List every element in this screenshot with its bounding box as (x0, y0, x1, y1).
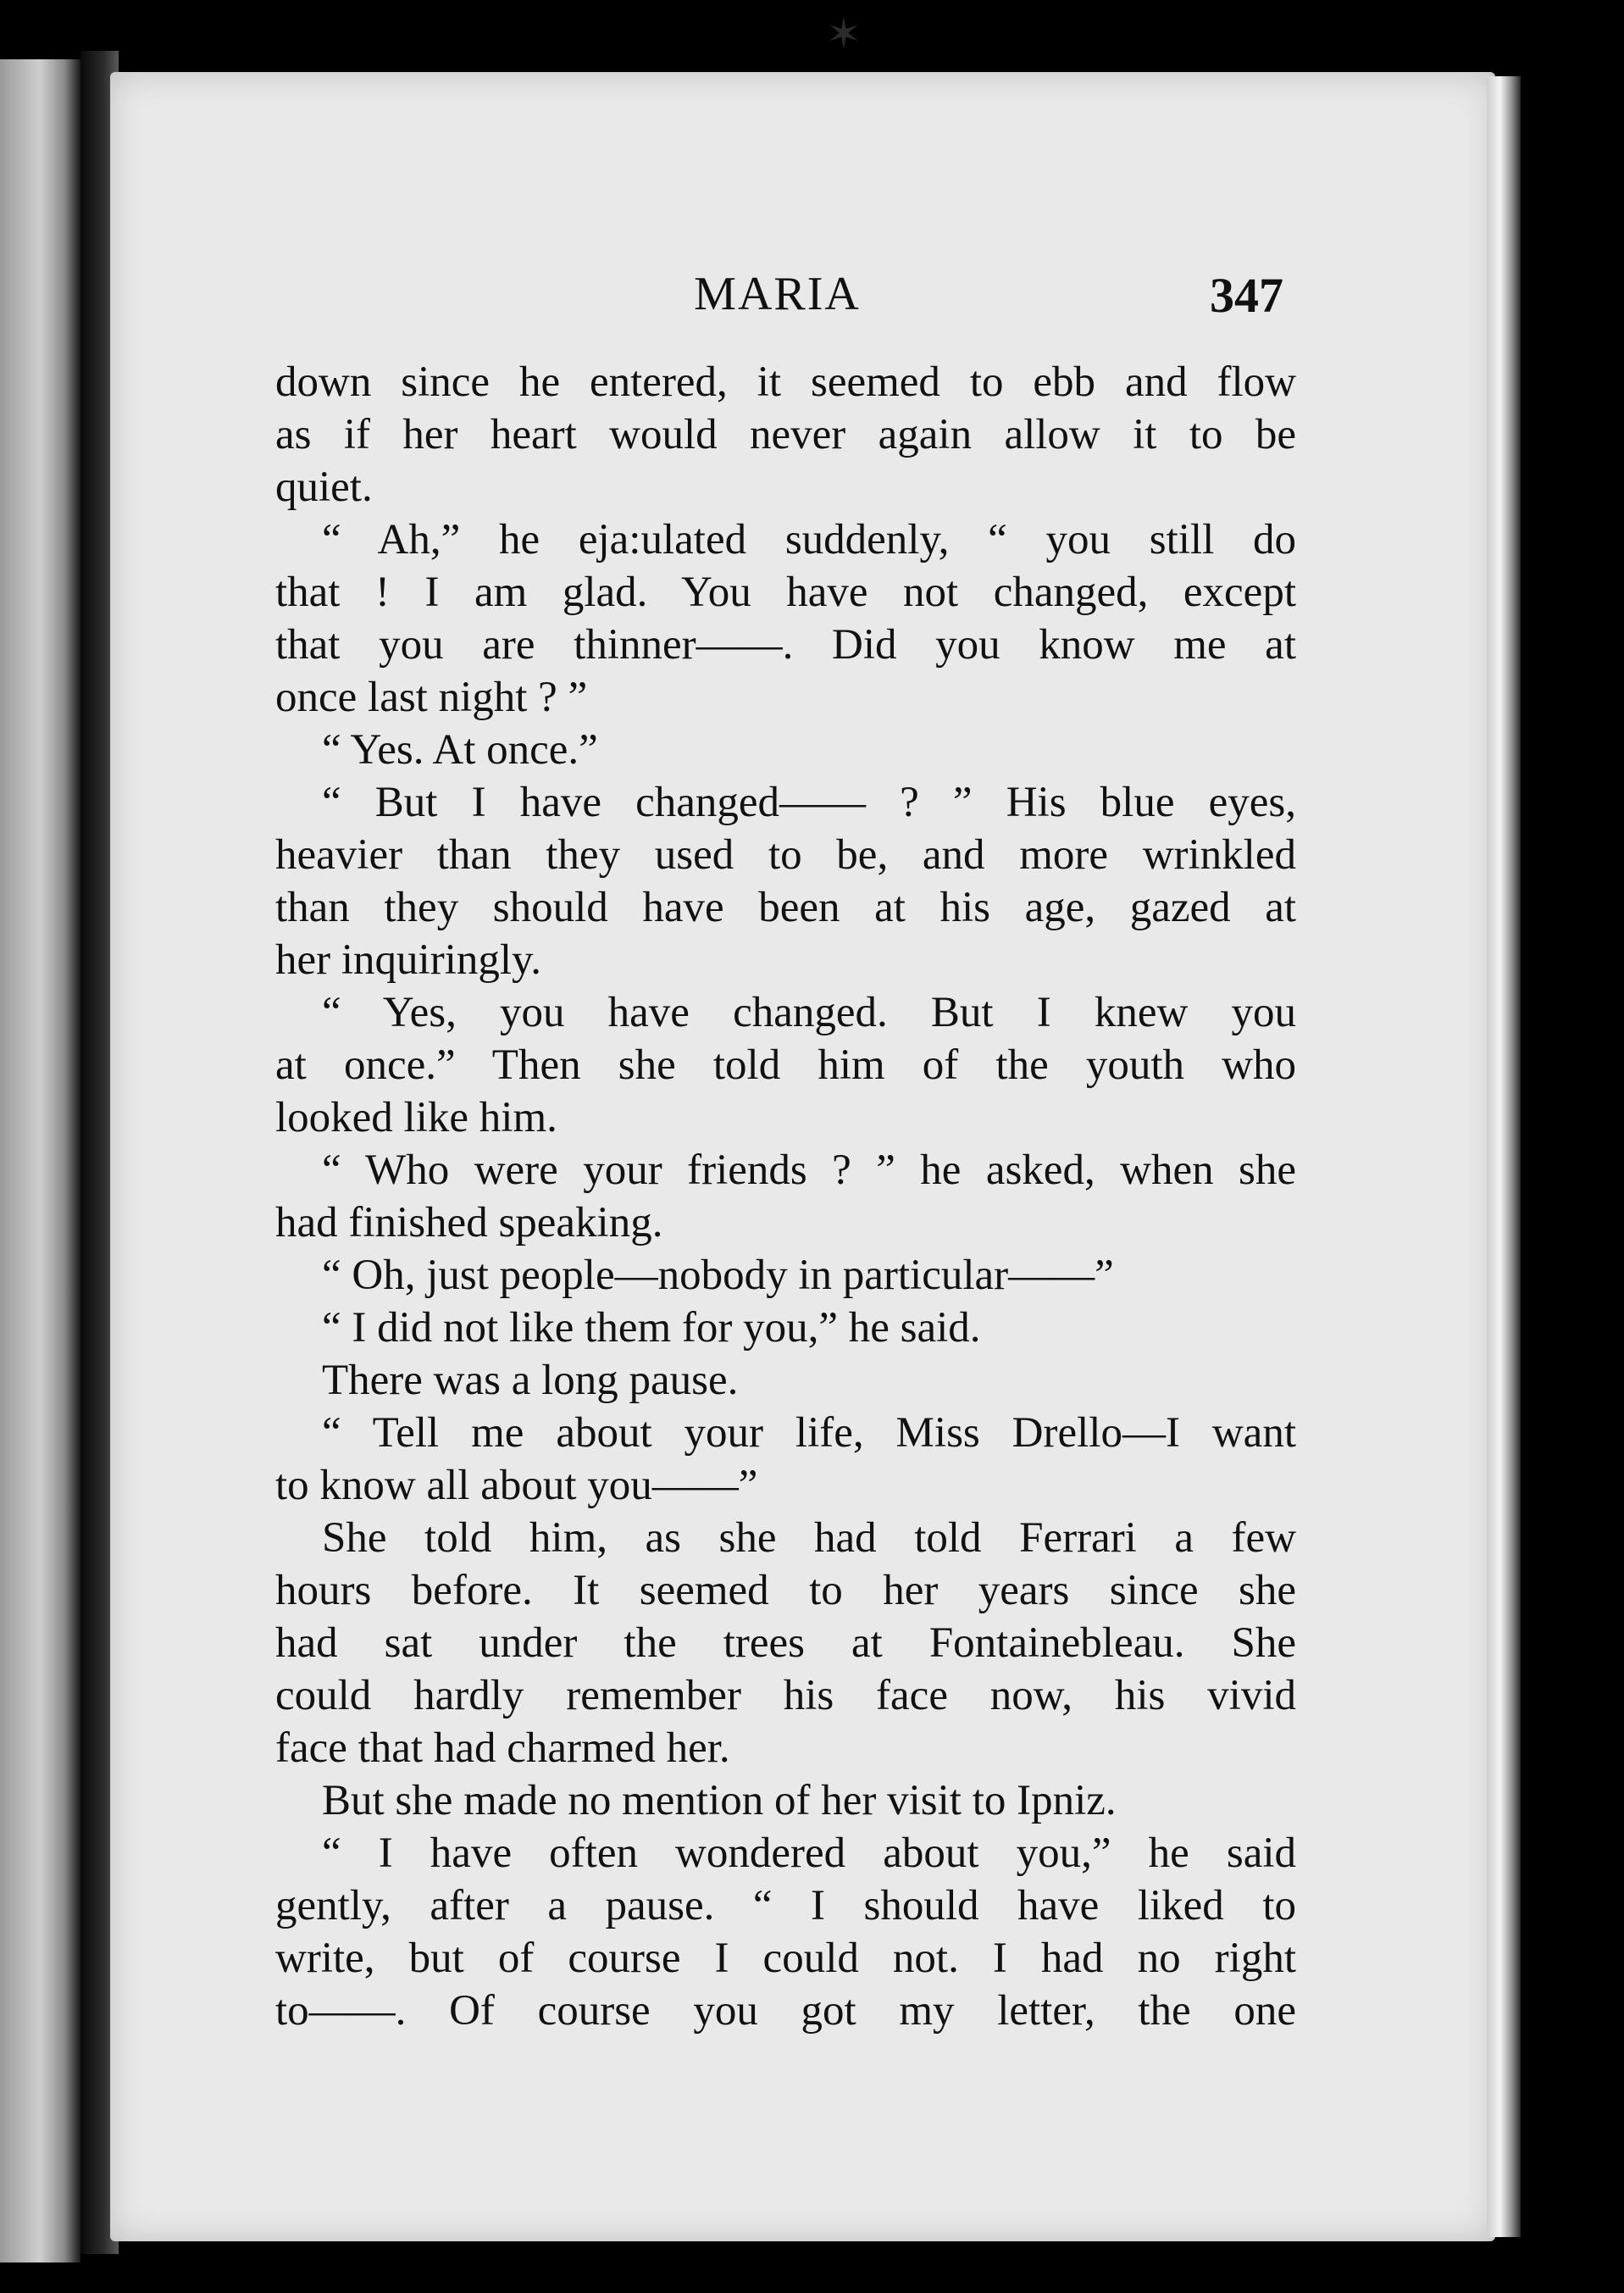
text-line: down since he entered, it seemed to ebb and flow (275, 358, 1296, 406)
text-line: than they should have been at his age, gazed at (275, 884, 1296, 931)
text-line: to know all about you——” (275, 1462, 758, 1509)
text-line: hours before. It seemed to her years since she (275, 1567, 1296, 1614)
text-line: had finished speaking. (275, 1199, 663, 1246)
text-line: “ I did not like them for you,” he said. (322, 1304, 981, 1352)
text-line: “ Yes. At once.” (322, 726, 598, 774)
page-number: 347 (1210, 268, 1283, 323)
text-line: “ But I have changed—— ? ” His blue eyes, (322, 779, 1296, 826)
page-header (271, 267, 1283, 326)
text-line: But she made no mention of her visit to Ipniz. (322, 1777, 1117, 1824)
text-line: had sat under the trees at Fontainebleau. She (275, 1619, 1296, 1667)
text-line: “ Ah,” he eja:ulated suddenly, “ you still do (322, 516, 1296, 564)
text-line: that ! I am glad. You have not changed, except (275, 569, 1296, 616)
text-line: write, but of course I could not. I had no right (275, 1935, 1296, 1982)
text-line: “ Oh, just people—nobody in particular——” (322, 1252, 1114, 1299)
left-page-edge (0, 59, 80, 2262)
text-line: gently, after a pause. “ I should have liked to (275, 1882, 1296, 1929)
body-text (275, 356, 1296, 2037)
text-line: as if her heart would never again allow it to be (275, 411, 1296, 458)
text-line: could hardly remember his face now, his vivid (275, 1672, 1296, 1719)
text-line: There was a long pause. (322, 1357, 739, 1404)
running-title: MARIA (694, 268, 861, 320)
text-line: face that had charmed her. (275, 1724, 730, 1772)
text-line: “ Who were your friends ? ” he asked, when she (322, 1146, 1296, 1194)
text-line: her inquiringly. (275, 936, 541, 984)
text-line: to——. Of course you got my letter, the one (275, 1987, 1296, 2035)
text-line: “ I have often wondered about you,” he said (322, 1829, 1296, 1877)
text-line: that you are thinner——. Did you know me at (275, 621, 1296, 669)
text-line: once last night ? ” (275, 674, 588, 721)
text-line: quiet. (275, 464, 373, 511)
text-line: “ Yes, you have changed. But I knew you (322, 989, 1296, 1036)
text-line: looked like him. (275, 1094, 557, 1141)
scan-speck-icon: ✶ (826, 10, 862, 58)
text-line: She told him, as she had told Ferrari a few (322, 1514, 1296, 1562)
page-edge (1487, 76, 1521, 2237)
text-line: at once.” Then she told him of the youth who (275, 1041, 1296, 1089)
text-line: “ Tell me about your life, Miss Drello—I want (322, 1409, 1296, 1457)
text-line: heavier than they used to be, and more wrinkled (275, 831, 1296, 879)
